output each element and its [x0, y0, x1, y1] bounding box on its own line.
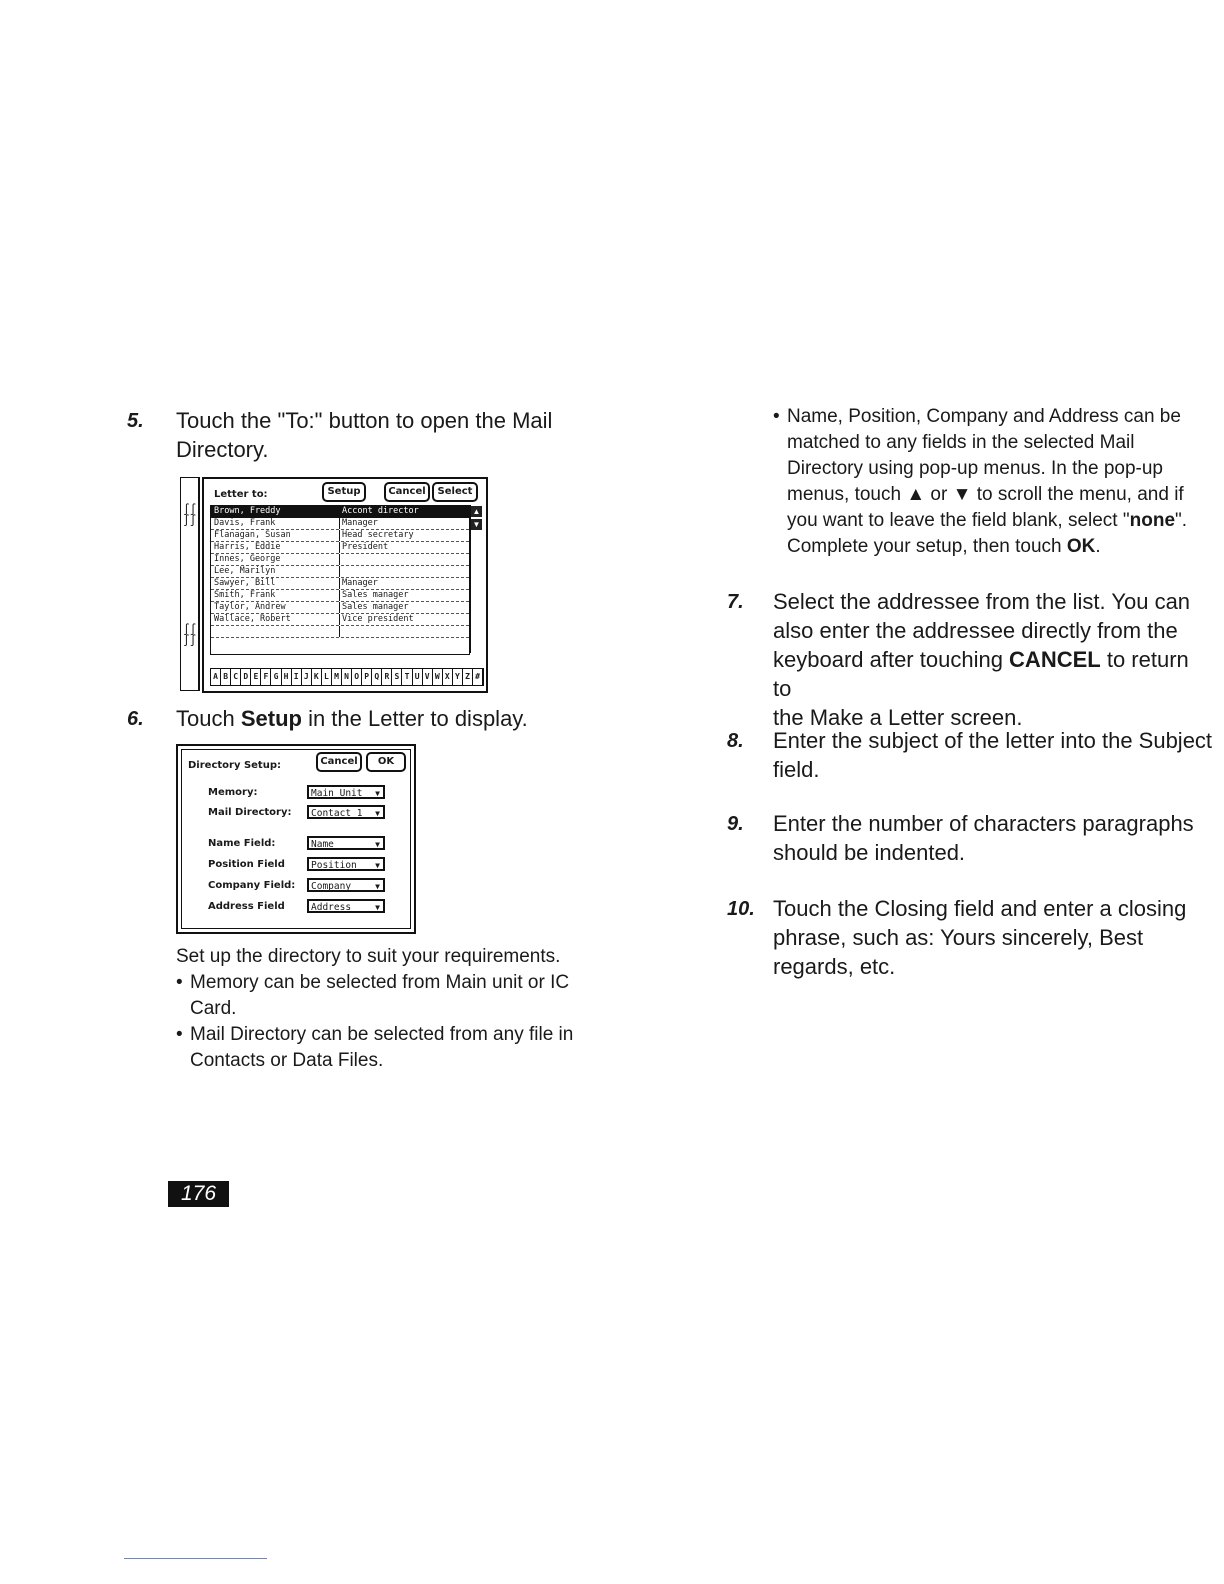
dropdown-arrow-icon: ▼: [375, 861, 380, 870]
page-number-badge: 176: [168, 1181, 229, 1207]
address-field-label: Address Field: [208, 901, 285, 912]
step-6-text: [176, 704, 596, 733]
alphabet-key[interactable]: T: [402, 669, 412, 685]
contact-row[interactable]: [211, 590, 469, 602]
step-10-line: phrase, such as: Yours sincerely, Best: [773, 925, 1144, 950]
step-7-bold-cancel: CANCEL: [1009, 647, 1101, 672]
bullet-memory: [176, 970, 596, 1022]
bullet-line: [787, 508, 1213, 534]
memory-label: Memory:: [208, 787, 258, 798]
contact-position: Manager: [339, 518, 378, 529]
bullet-field-matching: [773, 404, 1213, 560]
cancel-button[interactable]: Cancel: [384, 482, 430, 502]
contact-name: Smith, Frank: [214, 590, 276, 600]
bullet-text: ".: [1175, 510, 1188, 531]
contact-row[interactable]: [211, 542, 469, 554]
dropdown-arrow-icon: ▼: [375, 789, 380, 798]
company-field-value: Company: [311, 881, 352, 892]
contact-name: Flanagan, Susan: [214, 530, 291, 540]
alphabet-key[interactable]: M: [332, 669, 342, 685]
alphabet-key[interactable]: E: [251, 669, 261, 685]
step-6-text-pre: Touch: [176, 706, 241, 731]
alphabet-key[interactable]: A: [211, 669, 221, 685]
position-field-dropdown[interactable]: [307, 857, 385, 871]
contact-row[interactable]: [211, 530, 469, 542]
bullet-line: [787, 534, 1213, 560]
contact-position: Accont director: [339, 506, 419, 517]
step-7-line: [773, 645, 1213, 703]
name-field-dropdown[interactable]: [307, 836, 385, 850]
contact-row[interactable]: [211, 566, 469, 578]
step-6-number: 6.: [127, 708, 144, 730]
contact-name: Innes, George: [214, 554, 281, 564]
list-scrollbar[interactable]: [470, 505, 483, 653]
contact-position: Head secretary: [339, 530, 414, 541]
bullet-text: you want to leave the field blank, select ": [787, 510, 1130, 531]
footer-rule: [124, 1558, 267, 1559]
step-10-text: [773, 894, 1213, 981]
alphabet-key[interactable]: B: [221, 669, 231, 685]
alphabet-key[interactable]: D: [241, 669, 251, 685]
contact-row[interactable]: [211, 518, 469, 530]
bullet-bold-none: none: [1129, 510, 1176, 531]
contact-position: Sales manager: [339, 590, 409, 601]
step-8-text: [773, 726, 1213, 784]
left-bullet-list: [176, 970, 596, 1074]
step-10-number: 10.: [727, 898, 755, 920]
alphabet-key[interactable]: F: [261, 669, 271, 685]
company-field-label: Company Field:: [208, 880, 296, 891]
step-9-text: [773, 809, 1213, 867]
step-5-line-2: Directory.: [176, 437, 269, 462]
step-5-text: [176, 406, 596, 464]
bullet-text: Complete your setup, then touch: [787, 536, 1067, 557]
bullet-mail-directory: [176, 1022, 596, 1074]
mail-directory-dropdown[interactable]: [307, 805, 385, 819]
step-8-line: field.: [773, 757, 820, 782]
bullet-bold-ok: OK: [1066, 536, 1096, 557]
bullet-text: to scroll the menu, and if: [971, 484, 1184, 505]
step-7-text-part: keyboard after touching: [773, 647, 1010, 672]
letter-to-title: Letter to:: [214, 489, 268, 500]
step-7-line: Select the addressee from the list. You can: [773, 589, 1191, 614]
contact-position: Vice president: [339, 614, 414, 625]
setup-note: Set up the directory to suit your requirements.: [176, 946, 561, 967]
position-field-label: Position Field: [208, 859, 285, 870]
alphabet-key[interactable]: V: [423, 669, 433, 685]
contact-name: Wallace, Robert: [214, 614, 291, 624]
bullet-text: menus, touch: [787, 484, 907, 505]
memory-dropdown[interactable]: [307, 785, 385, 799]
contact-position: [339, 554, 342, 565]
step-6-text-post: in the Letter to display.: [301, 706, 528, 731]
step-7-text-part: to return to: [773, 647, 1189, 701]
bullet-text: or: [925, 484, 953, 505]
step-5-number: 5.: [127, 410, 144, 432]
step-10-line: regards, etc.: [773, 954, 896, 979]
name-field-value: Name: [311, 839, 334, 850]
step-7-line: the Make a Letter screen.: [773, 705, 1023, 730]
contact-row[interactable]: [211, 614, 469, 626]
step-7-line: also enter the addressee directly from the: [773, 618, 1178, 643]
alphabet-key[interactable]: U: [413, 669, 423, 685]
contact-position: Sales manager: [339, 602, 409, 613]
bullet-text: .: [1095, 536, 1101, 557]
setup-button[interactable]: Setup: [322, 482, 366, 502]
address-field-dropdown[interactable]: [307, 899, 385, 913]
dropdown-arrow-icon: ▼: [375, 882, 380, 891]
company-field-dropdown[interactable]: [307, 878, 385, 892]
bullet-mail-directory-line-2: Contacts or Data Files.: [190, 1050, 384, 1071]
alphabet-key[interactable]: J: [302, 669, 312, 685]
step-6-text-bold: Setup: [240, 706, 302, 731]
contact-name: Harris, Eddie: [214, 542, 281, 552]
alphabet-key[interactable]: Z: [463, 669, 473, 685]
bullet-line: matched to any fields in the selected Mail: [787, 432, 1135, 453]
alphabet-key[interactable]: S: [392, 669, 402, 685]
alphabet-key[interactable]: #: [473, 669, 483, 685]
binder-ring-icon: ∫∫ ∫∫: [183, 623, 197, 647]
step-8-number: 8.: [727, 730, 744, 752]
bullet-memory-line-2: Card.: [190, 998, 237, 1019]
mail-directory-screenshot: [180, 477, 485, 691]
mail-directory-label: Mail Directory:: [208, 807, 292, 818]
contact-name: Lee, Marilyn: [214, 566, 276, 576]
alphabet-key[interactable]: L: [322, 669, 332, 685]
letter-to-window: [202, 477, 488, 693]
step-9-line: Enter the number of characters paragraphs: [773, 811, 1194, 836]
alphabet-key[interactable]: Y: [453, 669, 463, 685]
dropdown-arrow-icon: ▼: [375, 809, 380, 818]
directory-setup-window: [181, 749, 411, 929]
position-field-value: Position: [311, 860, 357, 871]
binding-strip: [180, 477, 200, 691]
bullet-line: Directory using pop-up menus. In the pop-up: [787, 458, 1163, 479]
alphabet-key[interactable]: Q: [372, 669, 382, 685]
step-9-line: should be indented.: [773, 840, 966, 865]
step-7-number: 7.: [727, 591, 744, 613]
alphabet-key[interactable]: C: [231, 669, 241, 685]
step-5-line-1: Touch the "To:" button to open the Mail: [176, 408, 553, 433]
cancel-button[interactable]: Cancel: [316, 752, 362, 772]
up-arrow-icon: ▲: [906, 484, 926, 505]
alphabet-key[interactable]: W: [433, 669, 443, 685]
contact-row[interactable]: [211, 602, 469, 614]
contact-name: Brown, Freddy: [214, 506, 281, 516]
binder-ring-icon: ∫∫ ∫∫: [183, 503, 197, 527]
contact-row[interactable]: [211, 578, 469, 590]
alphabet-key[interactable]: H: [282, 669, 292, 685]
contact-name: Taylor, Andrew: [214, 602, 286, 612]
contact-name: Sawyer, Bill: [214, 578, 276, 588]
alphabet-key[interactable]: O: [352, 669, 362, 685]
directory-setup-screenshot: [176, 744, 416, 934]
alphabet-index-bar: [210, 668, 484, 686]
contact-position: Manager: [339, 578, 378, 589]
contact-position: President: [339, 542, 388, 553]
contact-row[interactable]: [211, 554, 469, 566]
contact-list: [210, 505, 470, 655]
dropdown-arrow-icon: ▼: [375, 840, 380, 849]
dropdown-arrow-icon: ▼: [375, 903, 380, 912]
step-8-line: Enter the subject of the letter into the Subject: [773, 728, 1213, 753]
mail-directory-value: Contact 1: [311, 808, 363, 819]
contact-name: Davis, Frank: [214, 518, 276, 528]
scroll-down-icon[interactable]: ▼: [472, 520, 481, 529]
alphabet-key[interactable]: R: [382, 669, 392, 685]
step-7-text: [773, 587, 1213, 732]
bullet-mail-directory-line-1: • Mail Directory can be selected from any file in: [190, 1024, 574, 1045]
select-button[interactable]: Select: [432, 482, 478, 502]
step-10-line: Touch the Closing field and enter a closing: [773, 896, 1187, 921]
alphabet-key[interactable]: N: [342, 669, 352, 685]
step-9-number: 9.: [727, 813, 744, 835]
ok-button[interactable]: OK: [366, 752, 406, 772]
address-field-value: Address: [311, 902, 352, 913]
memory-value: Main Unit: [311, 788, 363, 799]
contact-row-empty[interactable]: [211, 626, 469, 638]
bullet-line: [787, 482, 1213, 508]
right-bullet-list: [773, 404, 1213, 560]
alphabet-key[interactable]: G: [271, 669, 281, 685]
scroll-up-icon[interactable]: ▲: [472, 507, 481, 516]
down-arrow-icon: ▼: [952, 484, 972, 505]
contact-position: [339, 566, 342, 577]
bullet-memory-line-1: • Memory can be selected from Main unit or IC: [190, 972, 570, 993]
alphabet-key[interactable]: X: [443, 669, 453, 685]
alphabet-key[interactable]: K: [312, 669, 322, 685]
alphabet-key[interactable]: I: [292, 669, 302, 685]
alphabet-key[interactable]: P: [362, 669, 372, 685]
name-field-label: Name Field:: [208, 838, 276, 849]
contact-row[interactable]: [211, 506, 469, 518]
bullet-line: • Name, Position, Company and Address can be: [787, 406, 1181, 427]
directory-setup-title: Directory Setup:: [188, 760, 281, 771]
contact-position: [339, 626, 342, 637]
